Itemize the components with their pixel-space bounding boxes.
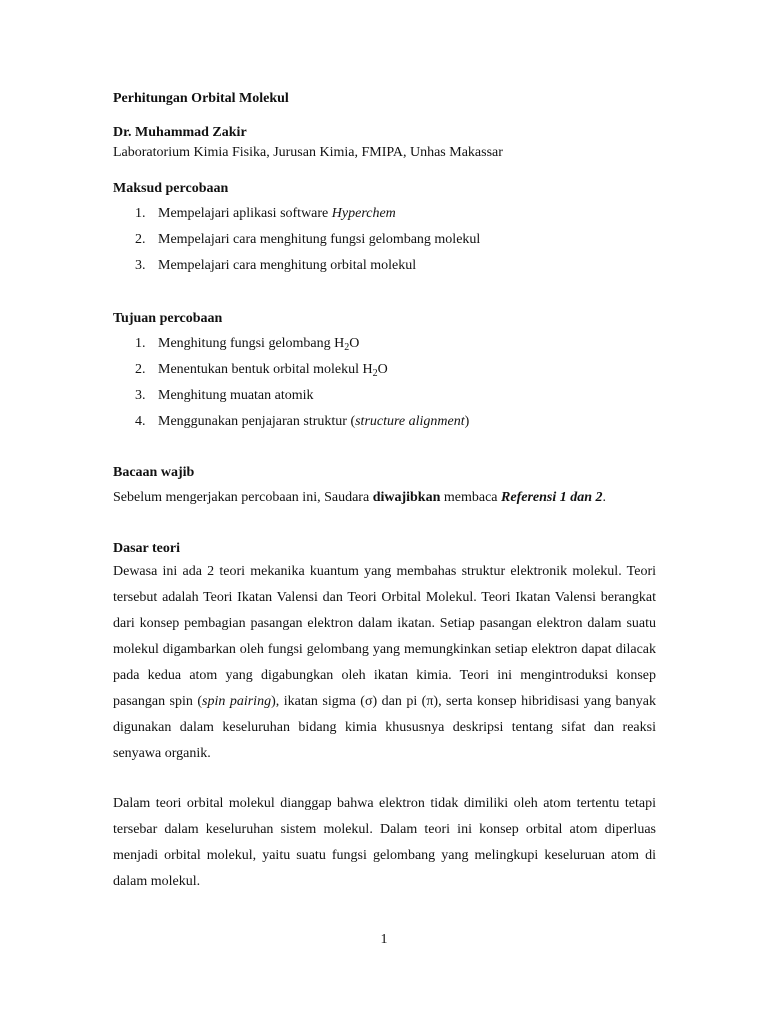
- dasar-p1-text-a: Dewasa ini ada 2 teori mekanika kuantum yang membahas struktur elektronik molekul. Teori tersebut adalah Teori Ikatan Valensi dan Teori Orbital Molekul. Teori Ikatan Valensi berangkat dari konsep pembagian pasangan elektron dalam ikatan. Setiap pasangan elektron dalam suatu molekul digambarkan oleh fungsi gelombang yang memungkinkan setiap elektron dapat dilacak pada kedua atom yang digabungkan oleh ikatan kimia. Teori ini mengintroduksi konsep pasangan spin (: [113, 564, 656, 709]
- list-text-after: O: [377, 362, 388, 377]
- dasar-p1-italic: spin pairing: [202, 694, 272, 709]
- section-heading-dasar: Dasar teori: [113, 541, 180, 556]
- list-number: 3.: [135, 388, 146, 403]
- tujuan-list: [113, 331, 656, 435]
- list-text-italic: Hyperchem: [331, 206, 396, 221]
- list-text: Menghitung fungsi gelombang H: [158, 336, 345, 351]
- list-text-after: ): [464, 414, 470, 429]
- list-text: Mempelajari aplikasi software: [158, 206, 332, 221]
- bacaan-text-end: .: [602, 490, 607, 505]
- author-name: Dr. Muhammad Zakir: [113, 125, 247, 140]
- list-item: [113, 409, 656, 435]
- list-item: [113, 227, 656, 253]
- list-text: Menghitung muatan atomik: [158, 388, 314, 403]
- dasar-paragraph-2: Dalam teori orbital molekul dianggap bahwa elektron tidak dimiliki oleh atom tertentu tetapi tersebar dalam keseluruhan sistem molekul. Dalam teori ini konsep orbital atom diperluas menjadi orbital molekul, yaitu suatu fungsi gelombang yang melingkupi keseluruan atom di dalam molekul.: [113, 796, 656, 889]
- author-affiliation: Laboratorium Kimia Fisika, Jurusan Kimia, FMIPA, Unhas Makassar: [113, 145, 503, 160]
- page-content: [113, 88, 656, 895]
- list-number: 2.: [135, 362, 146, 377]
- list-text: Mempelajari cara menghitung fungsi gelombang molekul: [158, 232, 481, 247]
- section-heading-tujuan: Tujuan percobaan: [113, 311, 223, 326]
- list-item: [113, 331, 656, 357]
- list-text: Menentukan bentuk orbital molekul H: [158, 362, 373, 377]
- bacaan-reference: Referensi 1 dan 2: [501, 490, 603, 505]
- document-title: Perhitungan Orbital Molekul: [113, 91, 289, 106]
- list-item: [113, 201, 656, 227]
- list-text-after: O: [349, 336, 360, 351]
- maksud-list: [113, 201, 656, 279]
- subscript: 2: [344, 342, 350, 353]
- list-item: [113, 383, 656, 409]
- subscript: 2: [372, 368, 378, 379]
- list-number: 1.: [135, 336, 146, 351]
- bacaan-text-1: Sebelum mengerjakan percobaan ini, Saudara: [113, 490, 373, 505]
- section-heading-bacaan: Bacaan wajib: [113, 465, 195, 480]
- dasar-paragraph-1: [113, 559, 656, 767]
- list-item: [113, 253, 656, 279]
- dasar-p1-text-b: ), ikatan sigma (σ) dan pi (π), serta konsep hibridisasi yang banyak digunakan dalam keseluruhan bidang kimia khususnya deskripsi tentang sifat dan reaksi senyawa organik.: [113, 694, 656, 761]
- list-text-italic: structure alignment: [355, 414, 465, 429]
- list-text: Menggunakan penjajaran struktur (: [158, 414, 356, 429]
- list-number: 1.: [135, 206, 146, 221]
- page-number: 1: [380, 932, 388, 947]
- list-number: 2.: [135, 232, 146, 247]
- list-item: [113, 357, 656, 383]
- bacaan-bold: diwajibkan: [372, 490, 441, 505]
- list-number: 4.: [135, 414, 146, 429]
- section-heading-maksud: Maksud percobaan: [113, 181, 229, 196]
- bacaan-text-2: membaca: [440, 490, 502, 505]
- list-text: Mempelajari cara menghitung orbital molekul: [158, 258, 417, 273]
- bacaan-paragraph: [113, 485, 656, 511]
- list-number: 3.: [135, 258, 146, 273]
